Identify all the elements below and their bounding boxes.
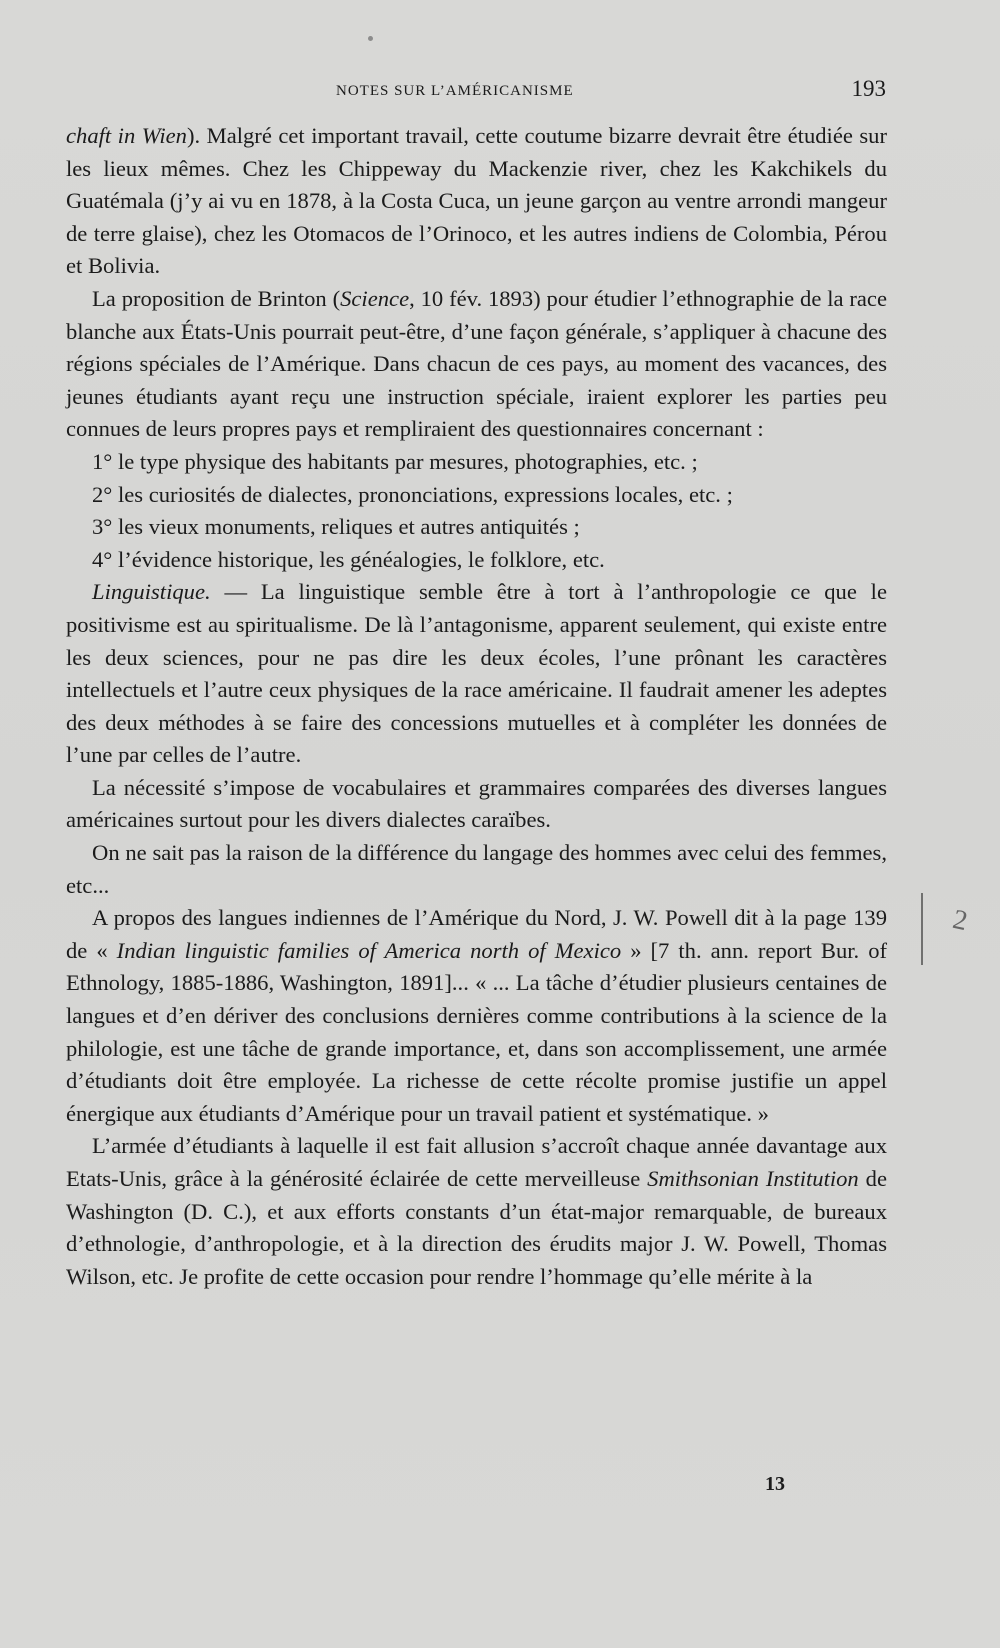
paragraph-6-italic: Indian linguistic families of America north of Mexico [116, 937, 622, 963]
paragraph-4: La nécessité s’impose de vocabulaires et grammaires comparées des diverses langues américaines surtout pour les divers dialectes caraïbes. [66, 774, 887, 833]
running-title: NOTES SUR L’AMÉRICANISME [336, 83, 574, 99]
list-item-4: 4° l’évidence historique, les généalogies, le folklore, etc. [92, 546, 605, 572]
paragraph-2 [66, 283, 887, 446]
paragraph-6-text-a: A propos des langues indiennes de l’Amérique du Nord, J. W. Powell dit à la page 139 de « [66, 905, 887, 963]
paragraph-2-text-a: La proposition de Brinton ( [92, 285, 341, 311]
paragraph-7-italic: Smithsonian Institution [647, 1166, 859, 1191]
list-item-2: 2° les curiosités de dialectes, prononciations, expressions locales, etc. ; [92, 481, 733, 507]
paragraph-1-text: ). Malgré cet important travail, cette coutume bizarre devrait être étudiée sur les lieux mêmes. Chez les Chippeway du Mackenzie river, chez les Kakchikels du Guatémala (j’y ai vu en 1878, à la Costa Cuca, un jeune garçon au ventre arrondi mangeur de terre glaise), chez les Otomacos de l’Orinoco, et les autres indiens de Colombia, Pérou et Bolivia. [66, 123, 887, 279]
paragraph-1 [66, 120, 887, 283]
paragraph-3-text: — La linguistique semble être à tort à l’anthropologie ce que le positivisme est au spiritualisme. De là l’antagonisme, apparent seulement, qui existe entre les deux sciences, pour ne pas dire les deux écoles, l’une prônant les caractères intellectuels et l’autre ceux physiques de la race américaine. Il faudrait amener les adeptes des deux méthodes à se faire des concessions mutuelles et à compléter les données de l’une par celles de l’autre. [66, 579, 887, 768]
paragraph-2-italic: Science [340, 285, 410, 311]
list-item-3: 3° les vieux monuments, reliques et autres antiquités ; [92, 514, 580, 540]
paragraph-7-text-a: L’armée d’étudiants à laquelle il est fait allusion s’accroît chaque année davantage aux Etats-Unis, grâce à la générosité éclairée de cette merveilleuse [66, 1133, 887, 1191]
signature-mark: 13 [765, 1473, 785, 1495]
page-number: 193 [851, 76, 886, 101]
paragraph-7 [66, 1130, 887, 1293]
paragraph-7-text-b: de Washington (D. C.), et aux efforts constants d’un état-major remarquable, de bureaux d’ethnologie, d’anthropologie, et à la direction des érudits major J. W. Powell, Thomas Wilson, etc. Je profite de cette occasion pour rendre l’hommage qu’elle mérite à la [66, 1166, 887, 1289]
list-item-1: 1° le type physique des habitants par mesures, photographies, etc. ; [92, 448, 698, 474]
margin-rule [921, 893, 923, 965]
paragraph-5: On ne sait pas la raison de la différence du langage des hommes avec celui des femmes, etc... [66, 840, 887, 898]
paragraph-6 [66, 902, 887, 1130]
page-header [66, 78, 886, 108]
paper-speck [368, 36, 373, 41]
body-text [66, 120, 887, 1293]
section-heading-linguistique: Linguistique. [92, 579, 211, 605]
margin-note: 2 [950, 903, 971, 938]
paragraph-1-italic: chaft in Wien [66, 123, 187, 148]
paragraph-2-text-b: , 10 fév. 1893) pour étudier l’ethnographie de la race blanche aux États-Unis pourrait peut-être, d’une façon générale, s’appliquer à chacune des régions spéciales de l’Amérique. Dans chacun de ces pays, au moment des vacances, des jeunes étudiants ayant reçu une instruction spéciale, iraient explorer les parties peu connues de leurs propres pays et rempliraient des questionnaires concernant : [66, 285, 887, 442]
paragraph-6-text-b: » [7 th. ann. report Bur. of Ethnology, 1885-1886, Washington, 1891]... « ... La tâche d’étudier plusieurs centaines de langues et d’en dériver des conclusions dernières comme contributions à la science de la philologie, est une tâche de grande importance, et, dans son accomplissement, une armée d’étudiants doit être employée. La richesse de cette récolte promise justifie un appel énergique aux étudiants d’Amérique pour un travail patient et systématique. » [66, 937, 888, 1126]
paragraph-3 [66, 576, 887, 772]
